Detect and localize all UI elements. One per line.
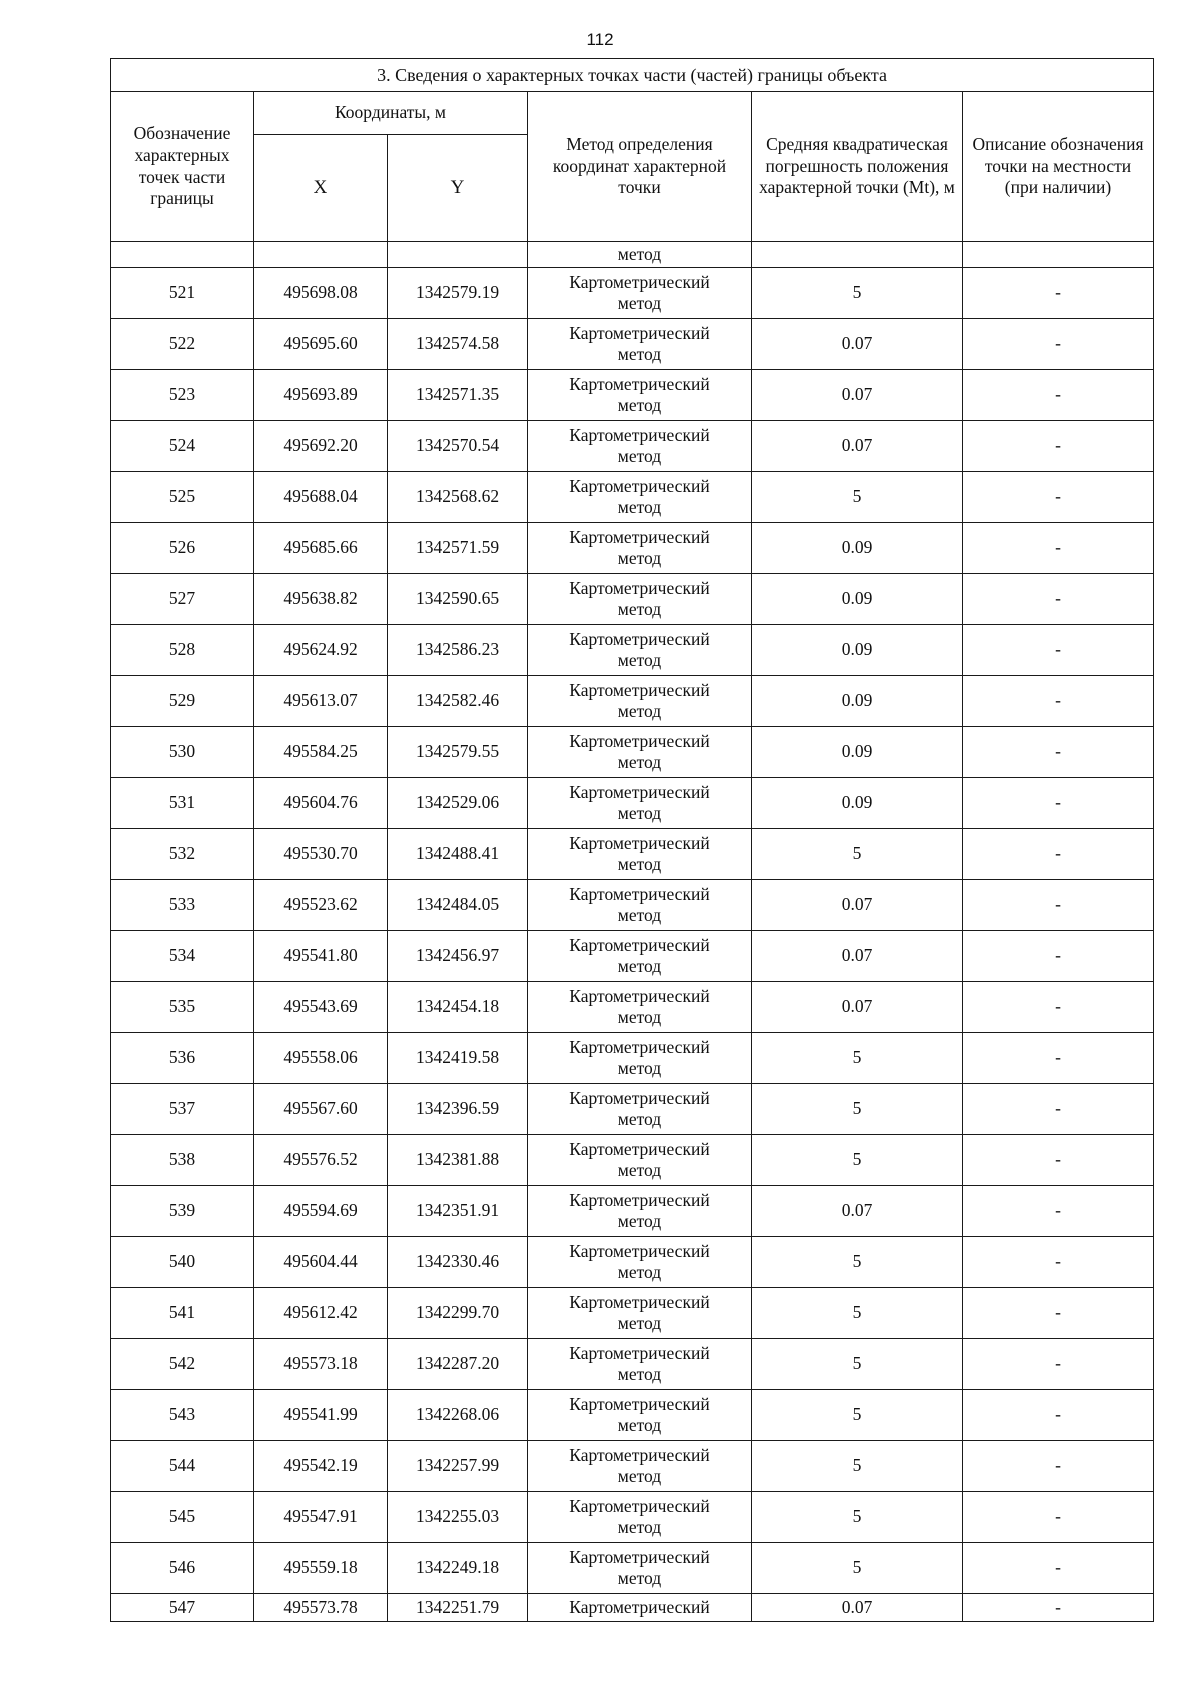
cell-description: - <box>963 370 1154 421</box>
cell-x <box>254 242 388 268</box>
cell-x: 495692.20 <box>254 421 388 472</box>
cell-point: 532 <box>111 829 254 880</box>
cell-x: 495685.66 <box>254 523 388 574</box>
cell-x: 495688.04 <box>254 472 388 523</box>
cell-description: - <box>963 931 1154 982</box>
cell-mt: 5 <box>752 1543 963 1594</box>
table-row <box>111 421 1154 472</box>
cell-point: 521 <box>111 268 254 319</box>
cell-y: 1342257.99 <box>388 1441 528 1492</box>
cell-point: 530 <box>111 727 254 778</box>
cell-y: 1342579.55 <box>388 727 528 778</box>
cell-method <box>528 1237 752 1288</box>
cell-description: - <box>963 625 1154 676</box>
method-line: метод <box>617 803 662 823</box>
method-line: Картометрический <box>569 934 710 955</box>
cell-mt: 0.07 <box>752 931 963 982</box>
cell-y: 1342570.54 <box>388 421 528 472</box>
cell-method <box>528 1288 752 1339</box>
table-row <box>111 1186 1154 1237</box>
cell-method <box>528 1186 752 1237</box>
cell-y: 1342586.23 <box>388 625 528 676</box>
cell-description: - <box>963 829 1154 880</box>
cell-mt: 5 <box>752 1288 963 1339</box>
cell-mt: 5 <box>752 1135 963 1186</box>
method-line: метод <box>617 1415 662 1435</box>
cell-x: 495612.42 <box>254 1288 388 1339</box>
table-row <box>111 1288 1154 1339</box>
table-row <box>111 1135 1154 1186</box>
cell-mt: 5 <box>752 1441 963 1492</box>
table-row <box>111 625 1154 676</box>
cell-description: - <box>963 1390 1154 1441</box>
method-line: метод <box>617 1568 662 1588</box>
cell-mt: 5 <box>752 1339 963 1390</box>
cell-method <box>528 574 752 625</box>
cell-x: 495695.60 <box>254 319 388 370</box>
cell-point: 529 <box>111 676 254 727</box>
header-method: Метод определения координат характерной точки <box>528 92 752 242</box>
header-description: Описание обозначения точки на местности (при наличии) <box>963 92 1154 242</box>
method-line: метод <box>617 752 662 772</box>
cell-mt: 5 <box>752 829 963 880</box>
method-line: Картометрический <box>569 832 710 853</box>
cell-method <box>528 778 752 829</box>
method-line: метод <box>617 446 662 466</box>
method-line: метод <box>617 854 662 874</box>
cell-mt <box>752 242 963 268</box>
cell-point: 541 <box>111 1288 254 1339</box>
cell-mt: 0.07 <box>752 319 963 370</box>
table-row <box>111 1492 1154 1543</box>
cell-y: 1342484.05 <box>388 880 528 931</box>
method-line: метод <box>617 1517 662 1537</box>
cell-point: 537 <box>111 1084 254 1135</box>
cell-description: - <box>963 1186 1154 1237</box>
cell-y: 1342571.59 <box>388 523 528 574</box>
cell-x: 495543.69 <box>254 982 388 1033</box>
cell-mt: 0.07 <box>752 1594 963 1622</box>
cell-x: 495698.08 <box>254 268 388 319</box>
cell-description: - <box>963 1441 1154 1492</box>
method-line: метод <box>617 395 662 415</box>
cell-method <box>528 727 752 778</box>
cell-y: 1342249.18 <box>388 1543 528 1594</box>
cell-x: 495604.44 <box>254 1237 388 1288</box>
cell-y: 1342251.79 <box>388 1594 528 1622</box>
cell-x: 495613.07 <box>254 676 388 727</box>
cell-y: 1342568.62 <box>388 472 528 523</box>
table-body <box>111 242 1154 1622</box>
cell-description: - <box>963 1594 1154 1622</box>
cell-method <box>528 268 752 319</box>
method-line: Картометрический <box>569 322 710 343</box>
cell-point: 536 <box>111 1033 254 1084</box>
method-line: метод <box>617 956 662 976</box>
table-row <box>111 1237 1154 1288</box>
method-line: Картометрический <box>569 271 710 292</box>
table-row <box>111 778 1154 829</box>
cell-description: - <box>963 574 1154 625</box>
table-row <box>111 1594 1154 1622</box>
method-line: Картометрический <box>569 781 710 802</box>
method-line: метод <box>617 1007 662 1027</box>
method-line: метод <box>617 1109 662 1129</box>
cell-y: 1342488.41 <box>388 829 528 880</box>
cell-y: 1342419.58 <box>388 1033 528 1084</box>
cell-mt: 0.07 <box>752 421 963 472</box>
method-line: метод <box>617 701 662 721</box>
method-line: метод <box>617 905 662 925</box>
method-line: Картометрический <box>569 1087 710 1108</box>
cell-description <box>963 242 1154 268</box>
header-coordinates: Координаты, м <box>254 92 528 135</box>
header-x: X <box>254 135 388 242</box>
cell-y: 1342299.70 <box>388 1288 528 1339</box>
method-line: Картометрический <box>569 1495 710 1516</box>
method-line: Картометрический <box>569 1138 710 1159</box>
cell-description: - <box>963 421 1154 472</box>
cell-description: - <box>963 778 1154 829</box>
cell-description: - <box>963 982 1154 1033</box>
cell-method <box>528 1543 752 1594</box>
cell-y: 1342529.06 <box>388 778 528 829</box>
cell-point: 546 <box>111 1543 254 1594</box>
cell-description: - <box>963 472 1154 523</box>
cell-x: 495573.78 <box>254 1594 388 1622</box>
cell-point: 534 <box>111 931 254 982</box>
table-caption: 3. Сведения о характерных точках части (частей) границы объекта <box>111 59 1154 92</box>
cell-point: 523 <box>111 370 254 421</box>
cell-method <box>528 472 752 523</box>
header-y: Y <box>388 135 528 242</box>
cell-method <box>528 1084 752 1135</box>
cell-description: - <box>963 1135 1154 1186</box>
method-line: Картометрический <box>569 526 710 547</box>
cell-x: 495584.25 <box>254 727 388 778</box>
cell-x: 495604.76 <box>254 778 388 829</box>
cell-description: - <box>963 1084 1154 1135</box>
cell-mt: 5 <box>752 268 963 319</box>
table-row <box>111 1084 1154 1135</box>
cell-mt: 0.07 <box>752 982 963 1033</box>
method-line: Картометрический <box>569 1444 710 1465</box>
method-line: метод <box>617 497 662 517</box>
method-line: Картометрический <box>569 1036 710 1057</box>
cell-point: 538 <box>111 1135 254 1186</box>
cell-point: 547 <box>111 1594 254 1622</box>
cell-y: 1342396.59 <box>388 1084 528 1135</box>
cell-y: 1342582.46 <box>388 676 528 727</box>
cell-mt: 5 <box>752 1390 963 1441</box>
table-row <box>111 1033 1154 1084</box>
cell-x: 495523.62 <box>254 880 388 931</box>
method-line: Картометрический <box>569 1393 710 1414</box>
cell-method <box>528 523 752 574</box>
cell-description: - <box>963 727 1154 778</box>
cell-x: 495594.69 <box>254 1186 388 1237</box>
cell-description: - <box>963 1033 1154 1084</box>
cell-method <box>528 625 752 676</box>
cell-y: 1342287.20 <box>388 1339 528 1390</box>
cell-mt: 5 <box>752 1492 963 1543</box>
cell-method <box>528 931 752 982</box>
cell-mt: 0.09 <box>752 523 963 574</box>
method-line: метод <box>617 344 662 364</box>
table-row <box>111 370 1154 421</box>
method-line: Картометрический <box>569 1596 710 1617</box>
cell-point <box>111 242 254 268</box>
method-line: Картометрический <box>569 1291 710 1312</box>
method-line: Картометрический <box>569 1240 710 1261</box>
table-row <box>111 1339 1154 1390</box>
table-row <box>111 727 1154 778</box>
cell-x: 495559.18 <box>254 1543 388 1594</box>
header-designation: Обозначение характерных точек части границы <box>111 92 254 242</box>
cell-point: 526 <box>111 523 254 574</box>
cell-x: 495693.89 <box>254 370 388 421</box>
cell-y: 1342579.19 <box>388 268 528 319</box>
table-row <box>111 1390 1154 1441</box>
method-line: метод <box>617 1262 662 1282</box>
cell-point: 531 <box>111 778 254 829</box>
method-line: Картометрический <box>569 577 710 598</box>
cell-mt: 0.07 <box>752 880 963 931</box>
cell-point: 545 <box>111 1492 254 1543</box>
cell-point: 535 <box>111 982 254 1033</box>
cell-method <box>528 1441 752 1492</box>
cell-method <box>528 370 752 421</box>
table-row <box>111 472 1154 523</box>
cell-mt: 0.09 <box>752 574 963 625</box>
cell-method <box>528 880 752 931</box>
table-row <box>111 829 1154 880</box>
cell-x: 495541.80 <box>254 931 388 982</box>
cell-method <box>528 421 752 472</box>
cell-y: 1342454.18 <box>388 982 528 1033</box>
cell-mt: 5 <box>752 472 963 523</box>
cell-method <box>528 829 752 880</box>
table-row <box>111 574 1154 625</box>
method-line: Картометрический <box>569 1546 710 1567</box>
cell-description: - <box>963 268 1154 319</box>
table-row <box>111 268 1154 319</box>
cell-x: 495624.92 <box>254 625 388 676</box>
cell-y: 1342456.97 <box>388 931 528 982</box>
method-line: метод <box>617 1058 662 1078</box>
cell-y: 1342255.03 <box>388 1492 528 1543</box>
method-line: Картометрический <box>569 628 710 649</box>
boundary-points-table <box>110 58 1154 1622</box>
table-row <box>111 1441 1154 1492</box>
method-line: метод <box>617 599 662 619</box>
cell-description: - <box>963 1543 1154 1594</box>
cell-x: 495541.99 <box>254 1390 388 1441</box>
method-line: Картометрический <box>569 1189 710 1210</box>
cell-x: 495573.18 <box>254 1339 388 1390</box>
cell-mt: 0.09 <box>752 727 963 778</box>
table-row <box>111 523 1154 574</box>
cell-description: - <box>963 1237 1154 1288</box>
cell-x: 495547.91 <box>254 1492 388 1543</box>
cell-point: 524 <box>111 421 254 472</box>
table-row <box>111 880 1154 931</box>
cell-point: 539 <box>111 1186 254 1237</box>
method-line: Картометрический <box>569 1342 710 1363</box>
method-line: Картометрический <box>569 373 710 394</box>
cell-mt: 5 <box>752 1033 963 1084</box>
cell-description: - <box>963 1492 1154 1543</box>
cell-mt: 0.07 <box>752 1186 963 1237</box>
cell-y: 1342330.46 <box>388 1237 528 1288</box>
cell-point: 525 <box>111 472 254 523</box>
header-error: Средняя квадратическая погрешность положения характерной точки (Mt), м <box>752 92 963 242</box>
cell-description: - <box>963 319 1154 370</box>
cell-y: 1342590.65 <box>388 574 528 625</box>
cell-method <box>528 1135 752 1186</box>
cell-method: метод <box>528 242 752 268</box>
cell-point: 528 <box>111 625 254 676</box>
method-line: Картометрический <box>569 985 710 1006</box>
cell-method <box>528 676 752 727</box>
cell-x: 495576.52 <box>254 1135 388 1186</box>
cell-point: 540 <box>111 1237 254 1288</box>
cell-method <box>528 1033 752 1084</box>
cell-method <box>528 982 752 1033</box>
method-line: метод <box>617 1211 662 1231</box>
cell-mt: 5 <box>752 1237 963 1288</box>
cell-mt: 0.09 <box>752 778 963 829</box>
cell-mt: 0.09 <box>752 676 963 727</box>
method-line: Картометрический <box>569 883 710 904</box>
cell-point: 542 <box>111 1339 254 1390</box>
cell-method <box>528 1390 752 1441</box>
cell-description: - <box>963 1339 1154 1390</box>
cell-point: 522 <box>111 319 254 370</box>
table-row <box>111 931 1154 982</box>
table-row <box>111 1543 1154 1594</box>
method-line: Картометрический <box>569 730 710 751</box>
cell-method <box>528 1594 752 1622</box>
cell-point: 543 <box>111 1390 254 1441</box>
cell-description: - <box>963 523 1154 574</box>
method-line: метод <box>617 1313 662 1333</box>
cell-y: 1342381.88 <box>388 1135 528 1186</box>
cell-y <box>388 242 528 268</box>
cell-point: 527 <box>111 574 254 625</box>
method-line: метод <box>617 1160 662 1180</box>
cell-description: - <box>963 1288 1154 1339</box>
table-row <box>111 982 1154 1033</box>
cell-method <box>528 1492 752 1543</box>
method-line: метод <box>617 548 662 568</box>
page-number: 112 <box>586 30 614 49</box>
cell-y: 1342268.06 <box>388 1390 528 1441</box>
cell-point: 533 <box>111 880 254 931</box>
cell-x: 495638.82 <box>254 574 388 625</box>
method-line: метод <box>617 1364 662 1384</box>
cell-mt: 0.09 <box>752 625 963 676</box>
method-line: Картометрический <box>569 424 710 445</box>
method-line: метод <box>617 1466 662 1486</box>
cell-y: 1342351.91 <box>388 1186 528 1237</box>
cell-description: - <box>963 676 1154 727</box>
continuation-row <box>111 242 1154 268</box>
cell-x: 495530.70 <box>254 829 388 880</box>
cell-description: - <box>963 880 1154 931</box>
cell-method <box>528 1339 752 1390</box>
cell-x: 495567.60 <box>254 1084 388 1135</box>
method-line: Картометрический <box>569 679 710 700</box>
cell-y: 1342571.35 <box>388 370 528 421</box>
cell-point: 544 <box>111 1441 254 1492</box>
method-line: метод <box>617 650 662 670</box>
cell-x: 495558.06 <box>254 1033 388 1084</box>
method-line: метод <box>617 293 662 313</box>
table-row <box>111 319 1154 370</box>
method-line: Картометрический <box>569 475 710 496</box>
table-row <box>111 676 1154 727</box>
cell-mt: 5 <box>752 1084 963 1135</box>
cell-method <box>528 319 752 370</box>
cell-x: 495542.19 <box>254 1441 388 1492</box>
cell-y: 1342574.58 <box>388 319 528 370</box>
cell-mt: 0.07 <box>752 370 963 421</box>
